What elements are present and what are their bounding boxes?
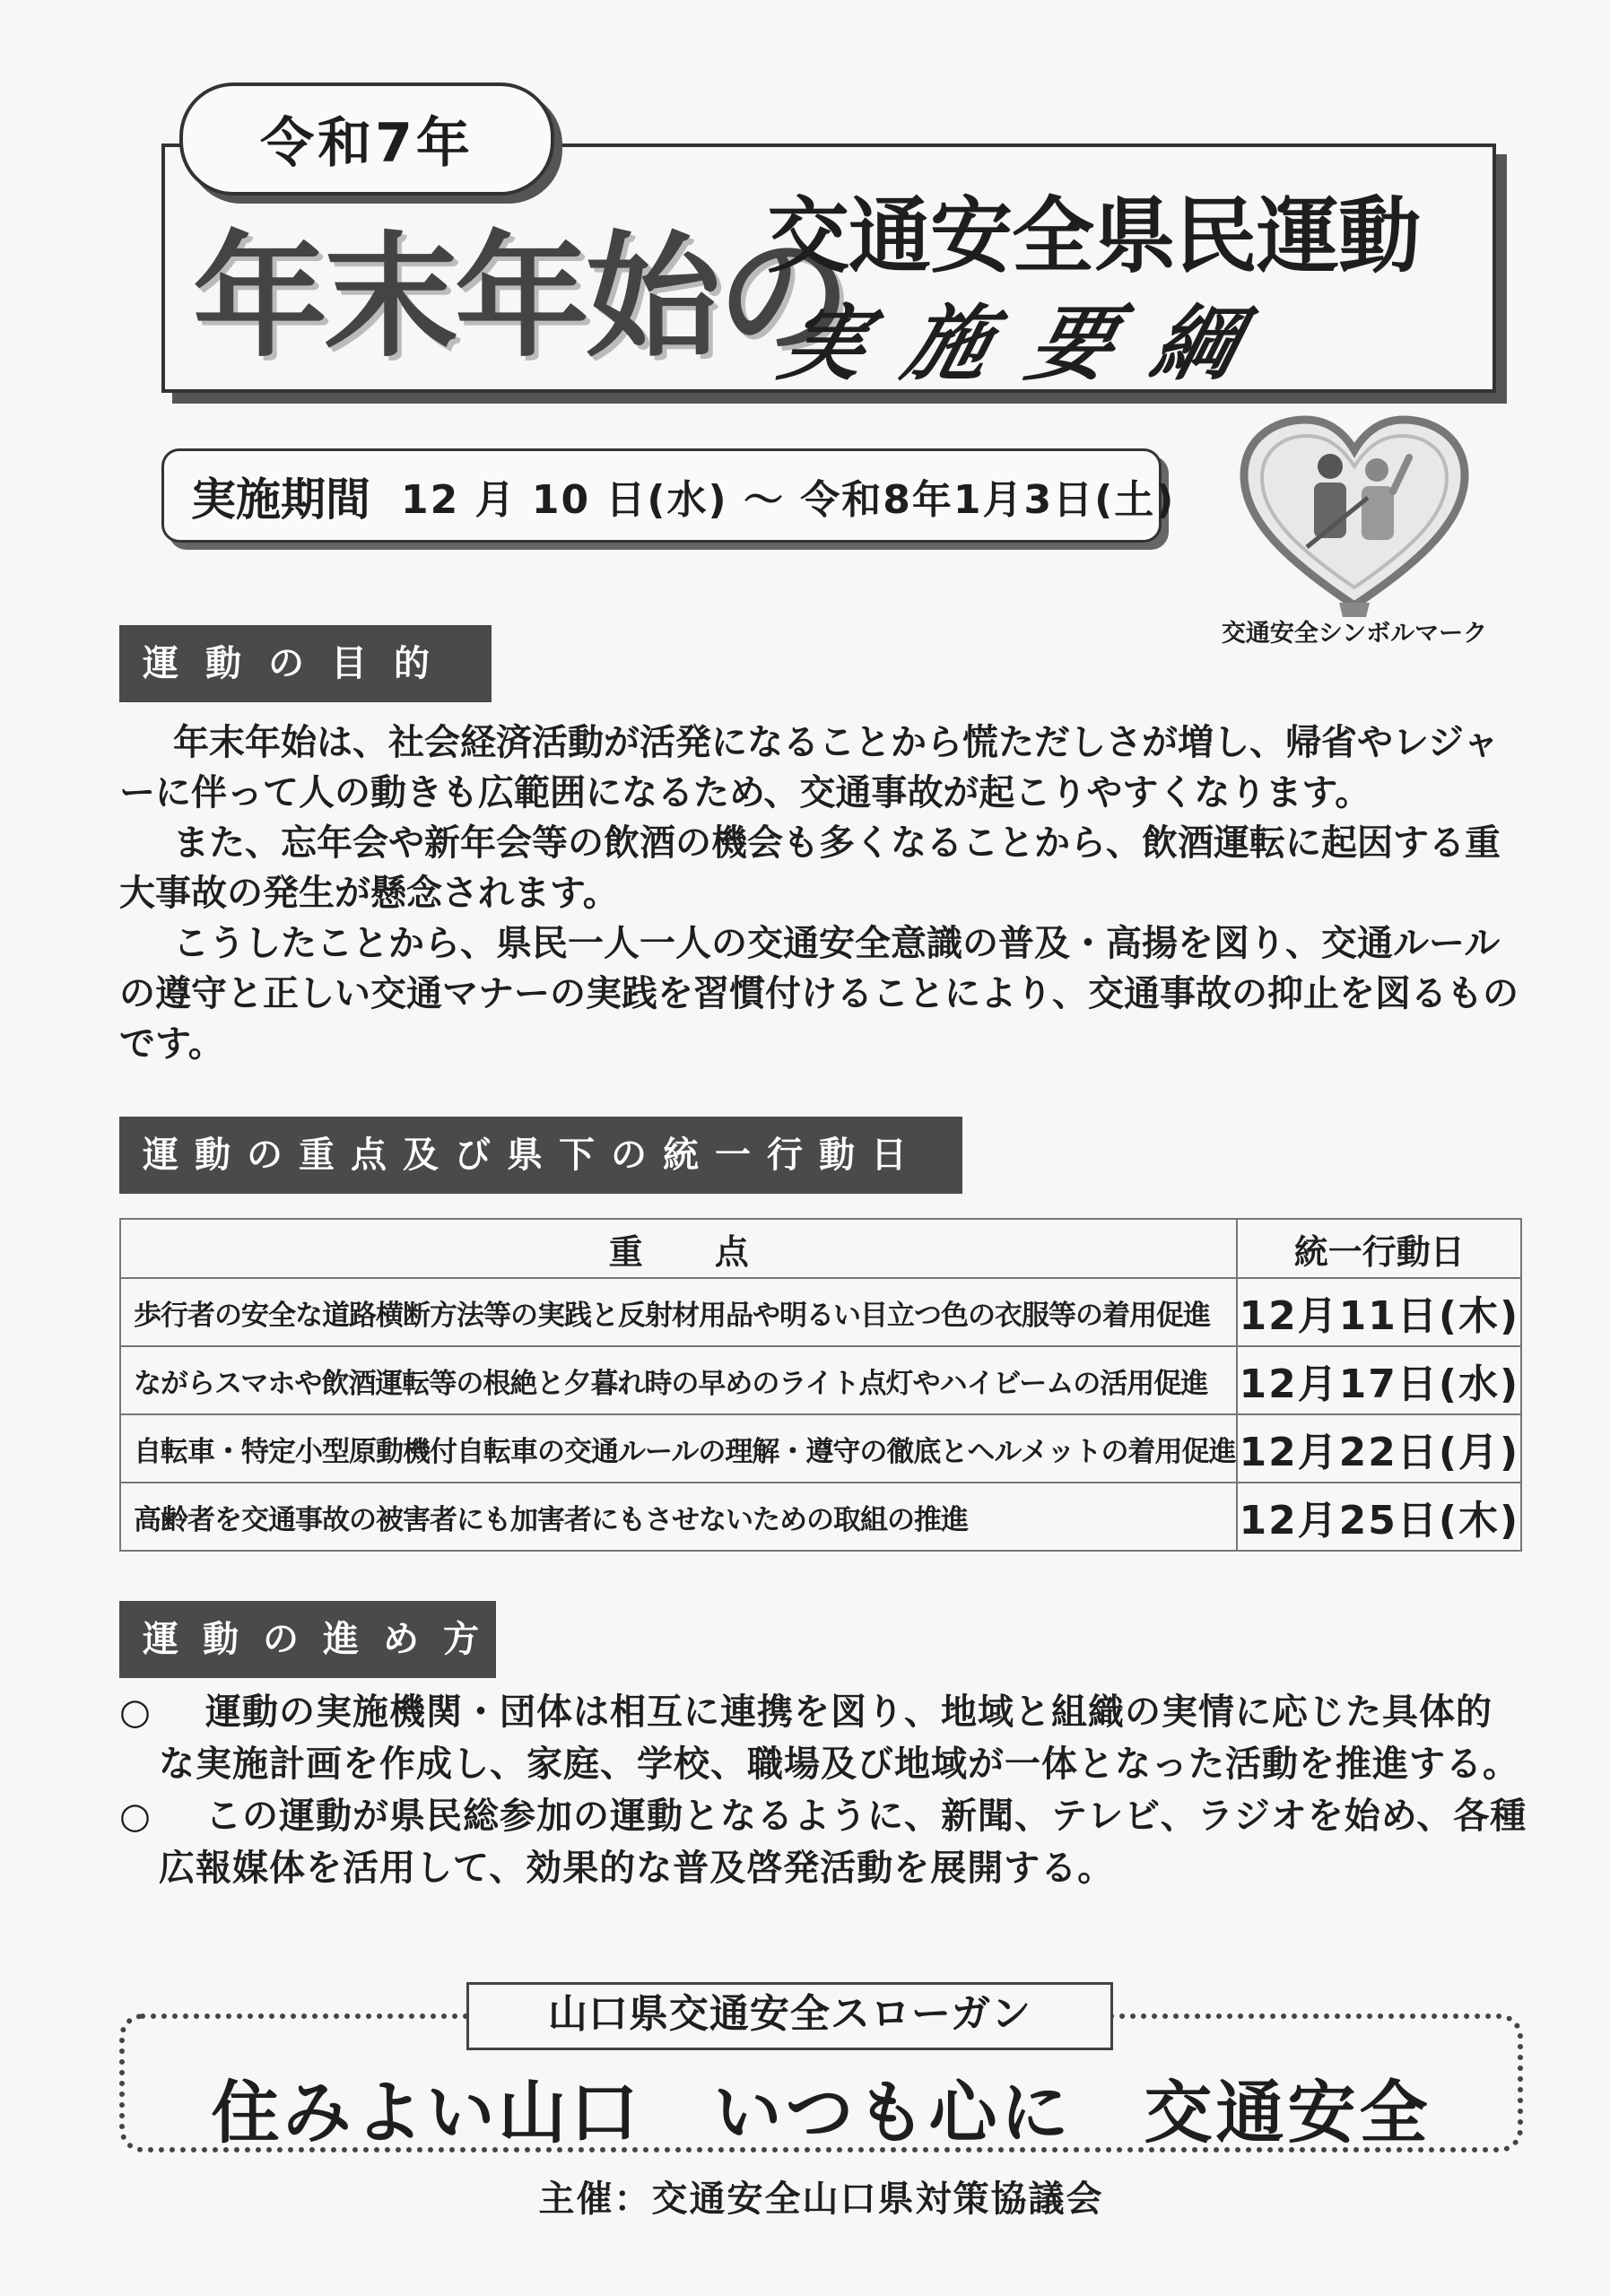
purpose-paragraph: また、忘年会や新年会等の飲酒の機会も多くなることから、飲酒運転に起因する重大事故の発生が懸念されます。 xyxy=(119,822,1501,914)
circle-bullet-icon: ○ xyxy=(119,1692,152,1733)
action-date: 12月22日(月) xyxy=(1237,1414,1521,1483)
priority-item: ながらスマホや飲酒運転等の根絶と夕暮れ時の早めのライト点灯やハイビームの活用促進 xyxy=(120,1346,1237,1414)
column-header-date: 統一行動日 xyxy=(1237,1219,1521,1278)
table-row xyxy=(120,1483,1521,1551)
priority-item: 自転車・特定小型原動機付自転車の交通ルールの理解・遵守の徹底とヘルメットの着用促進 xyxy=(120,1414,1237,1483)
column-header-item: 重点 xyxy=(120,1219,1237,1278)
section-header-priorities: 運動の重点及び県下の統一行動日 xyxy=(119,1117,962,1194)
purpose-paragraph: こうしたことから、県民一人一人の交通安全意識の普及・高揚を図り、交通ルールの遵守と正しい交通マナーの実践を習慣付けることにより、交通事故の抑止を図るものです。 xyxy=(119,923,1519,1065)
list-item-text: この運動が県民総参加の運動となるように、新聞、テレビ、ラジオを始め、各種広報媒体を活用して、効果的な普及啓発活動を展開する。 xyxy=(159,1796,1527,1889)
list-item xyxy=(119,1686,1527,1790)
period-label: 実施期間 xyxy=(191,473,370,526)
period-box xyxy=(161,448,1176,543)
circle-bullet-icon: ○ xyxy=(119,1796,152,1837)
section-header-purpose: 運動の目的 xyxy=(119,625,492,702)
traffic-safety-heart-icon xyxy=(1233,413,1475,619)
symbol-caption: 交通安全シンボルマーク xyxy=(1221,620,1488,648)
approach-list xyxy=(119,1686,1527,1894)
page-title-line1: 交通安全県民運動 xyxy=(767,188,1421,284)
section-header-approach: 運動の進め方 xyxy=(119,1601,496,1678)
priority-item: 歩行者の安全な道路横断方法等の実践と反射材用品や明るい目立つ色の衣服等の着用促進 xyxy=(120,1278,1237,1346)
purpose-paragraph: 年末年始は、社会経済活動が活発になることから慌ただしさが増し、帰省やレジャーに伴って人の動きも広範囲になるため、交通事故が起こりやすくなります。 xyxy=(119,722,1500,813)
action-date: 12月25日(木) xyxy=(1237,1483,1521,1551)
page-title-line2: 実施要綱 xyxy=(770,296,1291,392)
slogan-label: 山口県交通安全スローガン xyxy=(466,1982,1113,2050)
page-title-main: 年末年始の xyxy=(193,220,849,376)
priority-item: 高齢者を交通事故の被害者にも加害者にもさせないための取組の推進 xyxy=(120,1483,1237,1551)
action-date: 12月11日(木) xyxy=(1237,1278,1521,1346)
slogan-text: 住みよい山口 いつも心に 交通安全 xyxy=(211,2073,1432,2152)
purpose-text xyxy=(119,718,1519,1069)
table-row xyxy=(120,1414,1521,1483)
list-item-text: 運動の実施機関・団体は相互に連携を図り、地域と組織の実情に応じた具体的な実施計画を作成し、家庭、学校、職場及び地域が一体となった活動を推進する。 xyxy=(159,1692,1519,1785)
year-label: 令和7年 xyxy=(179,83,554,196)
table-row xyxy=(120,1346,1521,1414)
list-item xyxy=(119,1790,1527,1894)
action-date: 12月17日(水) xyxy=(1237,1346,1521,1414)
table-row xyxy=(120,1278,1521,1346)
period-value: 12 月 10 日(水) ～ 令和8年1月3日(土) xyxy=(401,476,1176,523)
table-header-row xyxy=(120,1219,1521,1278)
priorities-table xyxy=(119,1218,1522,1552)
organizer: 主催：交通安全山口県対策協議会 xyxy=(538,2179,1104,2220)
